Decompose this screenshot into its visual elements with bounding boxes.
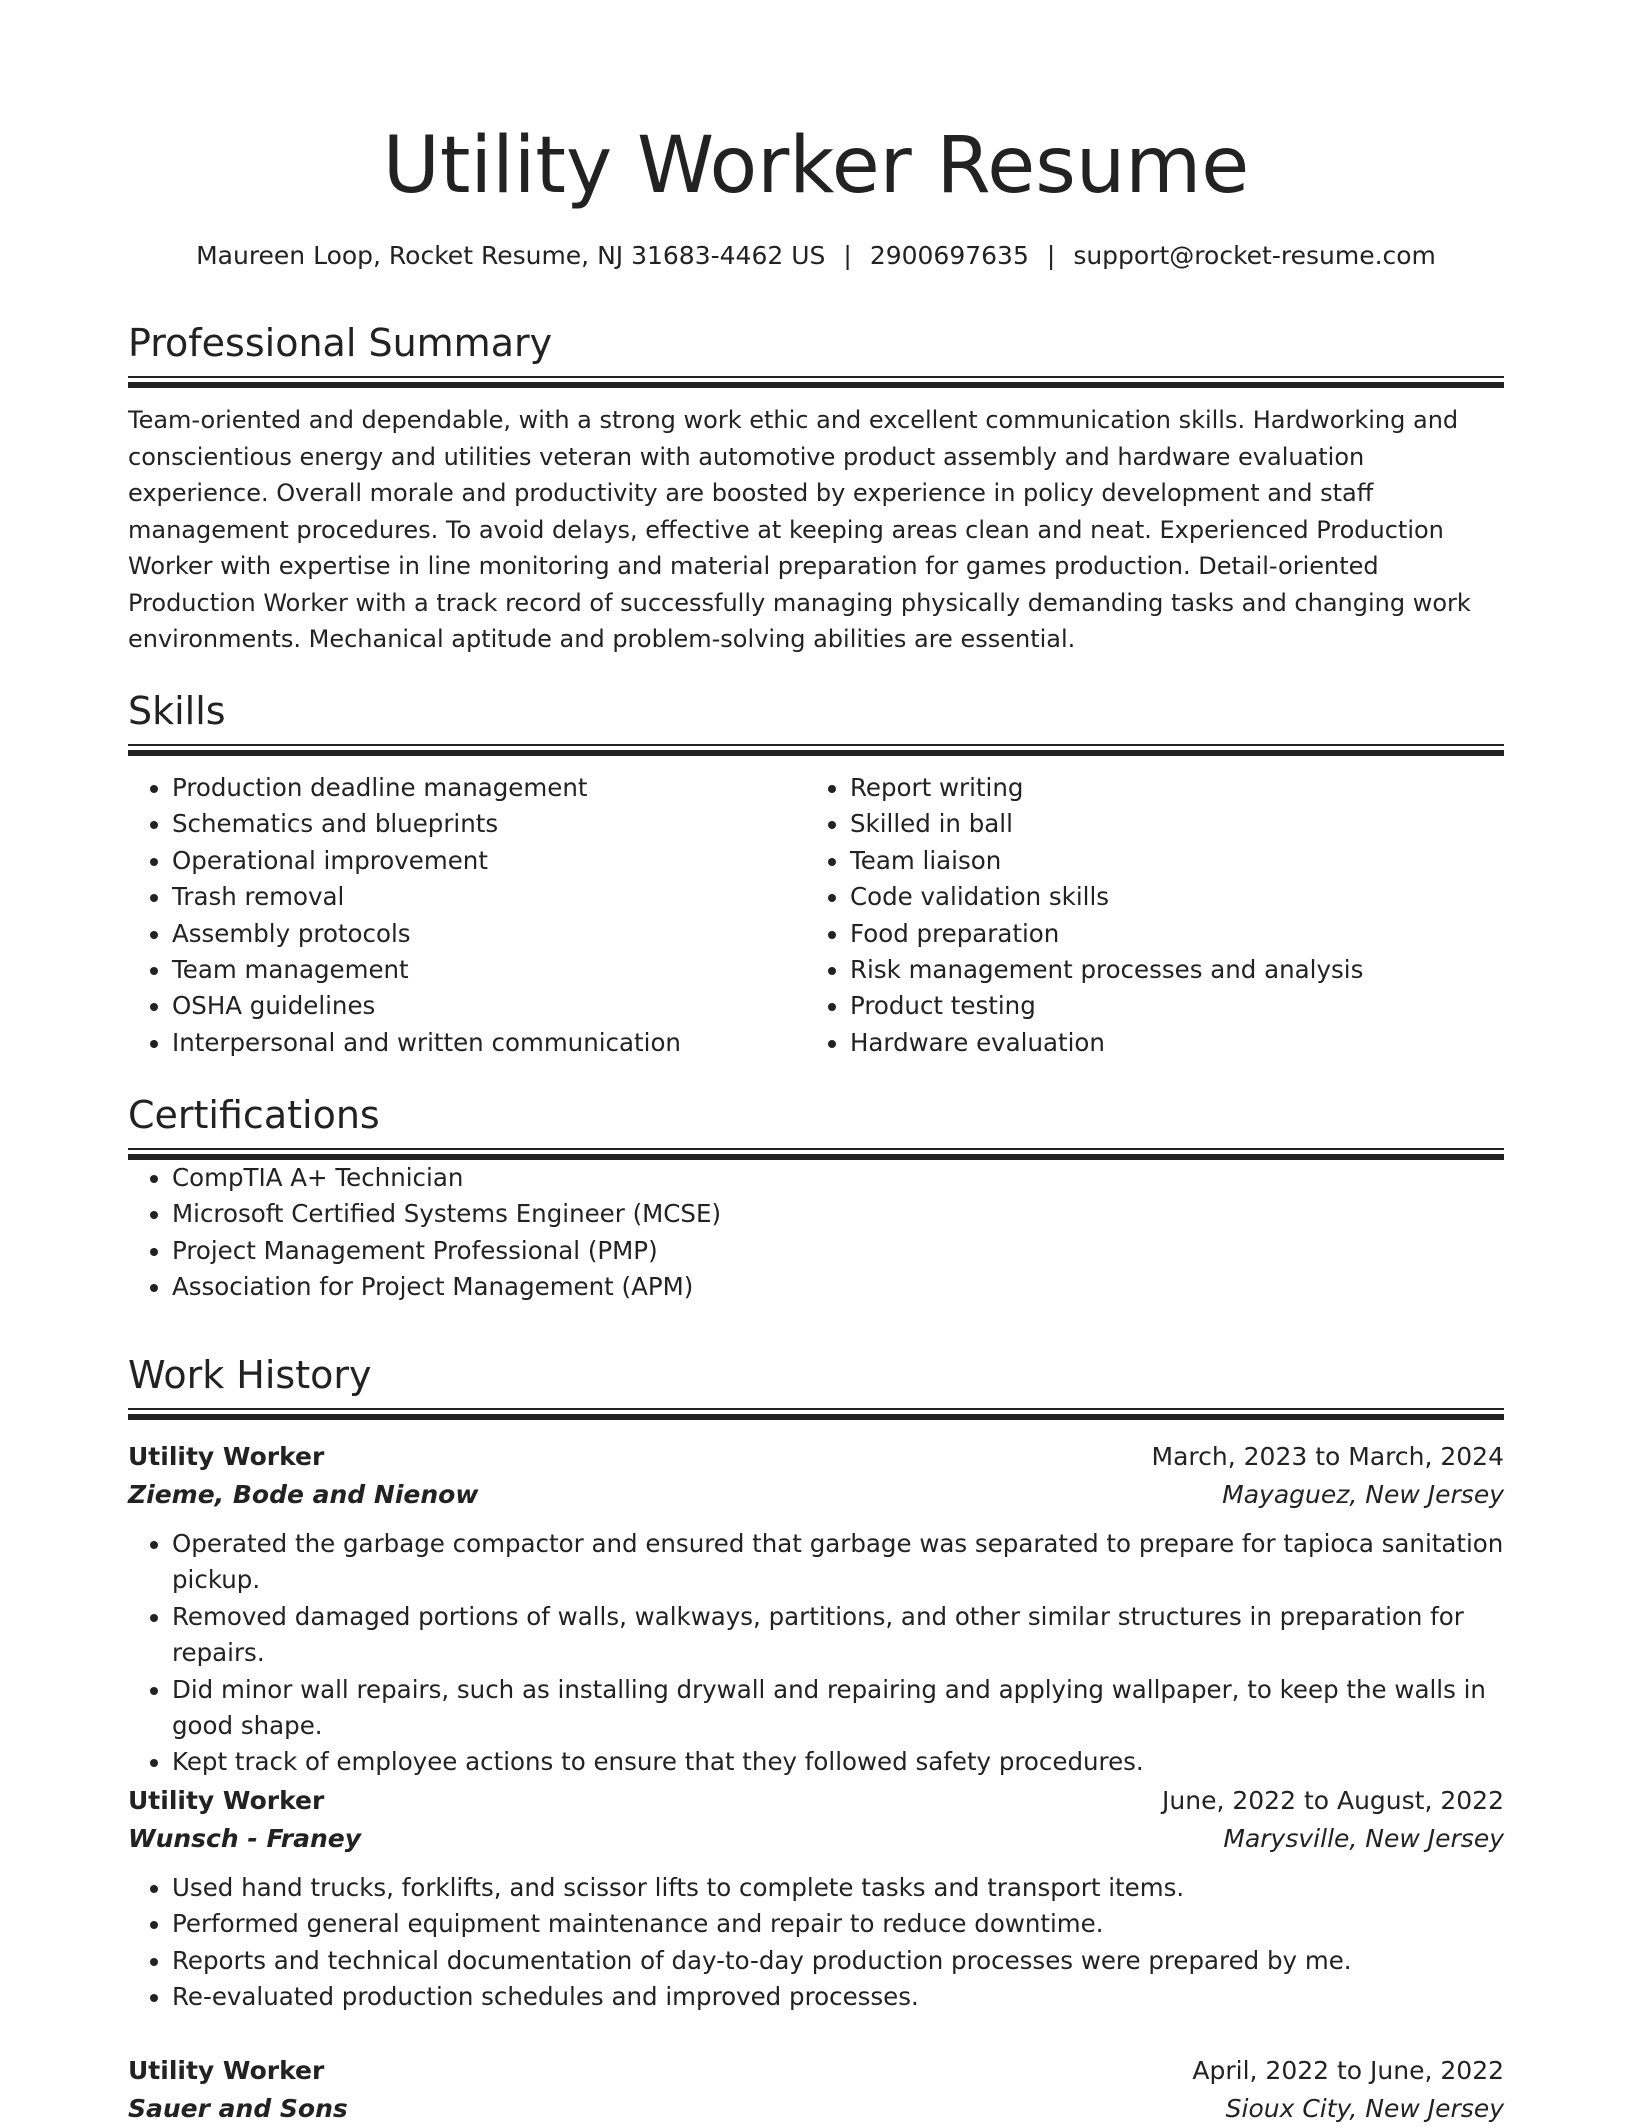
job-bullet: • Removed damaged portions of walls, walkways, partitions, and other similar structures in preparation for repairs. — [172, 1599, 1504, 1672]
skill-item: • Schematics and blueprints — [172, 806, 806, 842]
job-entry — [128, 1782, 1504, 2016]
skills-column-right — [806, 770, 1484, 1061]
contact-separator: | — [1046, 241, 1056, 270]
job-bullets — [128, 1526, 1504, 1781]
job-bullet: • Did minor wall repairs, such as installing drywall and repairing and applying wallpaper, to keep the walls in good shape. — [172, 1672, 1504, 1745]
skill-item: • Trash removal — [172, 879, 806, 915]
summary-section — [128, 318, 1504, 658]
certification-item: • Microsoft Certified Systems Engineer (MCSE) — [172, 1196, 1504, 1232]
skill-item: • OSHA guidelines — [172, 988, 806, 1024]
skills-columns — [128, 770, 1504, 1061]
contact-separator: | — [843, 241, 852, 270]
skill-item: • Product testing — [850, 988, 1484, 1024]
section-divider — [128, 744, 1504, 756]
section-heading-certifications: Certifications — [128, 1093, 380, 1137]
job-bullet: • Used hand trucks, forklifts, and scissor lifts to complete tasks and transport items. — [172, 1870, 1504, 1906]
contact-email: support@rocket-resume.com — [1073, 241, 1436, 270]
job-dates: June, 2022 to August, 2022 — [1162, 1786, 1504, 1815]
section-heading-skills: Skills — [128, 689, 226, 733]
certification-item: • Association for Project Management (APM) — [172, 1269, 1504, 1305]
skill-item: • Operational improvement — [172, 843, 806, 879]
job-title: Utility Worker — [128, 2056, 325, 2085]
summary-text: Team-oriented and dependable, with a strong work ethic and excellent communication skills. Hardworking and conscientious energy and utilities veteran with automotive product assembly and hardware evaluation experience. Overall morale and productivity are boosted by experience in policy development and staff management procedures. To avoid delays, effective at keeping areas clean and neat. Experienced Production Worker with expertise in line monitoring and material preparation for games production. Detail-oriented Production Worker with a track record of successfully managing physically demanding tasks and changing work environments. Mechanical aptitude and problem-solving abilities are essential. — [128, 406, 1471, 653]
skill-item: • Skilled in ball — [850, 806, 1484, 842]
job-title: Utility Worker — [128, 1786, 325, 1815]
job-location: Marysville, New Jersey — [1223, 1824, 1504, 1853]
job-company: Sauer and Sons — [128, 2094, 348, 2123]
job-company: Wunsch - Franey — [128, 1824, 362, 1853]
work-history-section — [128, 1350, 1504, 1420]
job-bullets — [128, 1870, 1504, 2016]
job-company: Zieme, Bode and Nienow — [128, 1480, 479, 1509]
job-bullet: • Performed general equipment maintenance and repair to reduce downtime. — [172, 1906, 1504, 1942]
skill-item: • Team liaison — [850, 843, 1484, 879]
section-divider — [128, 1408, 1504, 1420]
certification-item: • CompTIA A+ Technician — [172, 1160, 1504, 1196]
job-bullet: • Kept track of employee actions to ensure that they followed safety procedures. — [172, 1744, 1504, 1780]
skill-item: • Assembly protocols — [172, 916, 806, 952]
skill-item: • Team management — [172, 952, 806, 988]
job-dates: March, 2023 to March, 2024 — [1151, 1442, 1504, 1471]
contact-phone: 2900697635 — [869, 241, 1029, 270]
skills-column-left — [128, 770, 806, 1061]
job-entry — [128, 2052, 1504, 2128]
section-divider — [128, 1148, 1504, 1160]
skill-item: • Food preparation — [850, 916, 1484, 952]
job-dates: April, 2022 to June, 2022 — [1192, 2056, 1504, 2085]
job-bullet: • Re-evaluated production schedules and improved processes. — [172, 1979, 1504, 2015]
job-entry — [128, 1438, 1504, 1781]
skill-item: • Risk management processes and analysis — [850, 952, 1484, 988]
job-location: Sioux City, New Jersey — [1225, 2094, 1504, 2123]
job-location: Mayaguez, New Jersey — [1222, 1480, 1504, 1509]
certifications-section — [128, 1090, 1504, 1306]
skill-item: • Hardware evaluation — [850, 1025, 1484, 1061]
resume-title: Utility Worker Resume — [382, 121, 1250, 211]
skill-item: • Production deadline management — [172, 770, 806, 806]
job-bullet: • Reports and technical documentation of day-to-day production processes were prepared by me. — [172, 1943, 1504, 1979]
skill-item: • Code validation skills — [850, 879, 1484, 915]
job-bullet: • Operated the garbage compactor and ensured that garbage was separated to prepare for tapioca sanitation pickup. — [172, 1526, 1504, 1599]
section-heading-summary: Professional Summary — [128, 321, 553, 365]
skills-section — [128, 686, 1504, 1061]
section-divider — [128, 376, 1504, 388]
certifications-list — [128, 1160, 1504, 1306]
skill-item: • Report writing — [850, 770, 1484, 806]
section-heading-work-history: Work History — [128, 1353, 372, 1397]
contact-address: Maureen Loop, Rocket Resume, NJ 31683-4462 US — [196, 241, 826, 270]
contact-line — [128, 238, 1504, 274]
certification-item: • Project Management Professional (PMP) — [172, 1233, 1504, 1269]
skill-item: • Interpersonal and written communication — [172, 1025, 806, 1061]
job-title: Utility Worker — [128, 1442, 325, 1471]
